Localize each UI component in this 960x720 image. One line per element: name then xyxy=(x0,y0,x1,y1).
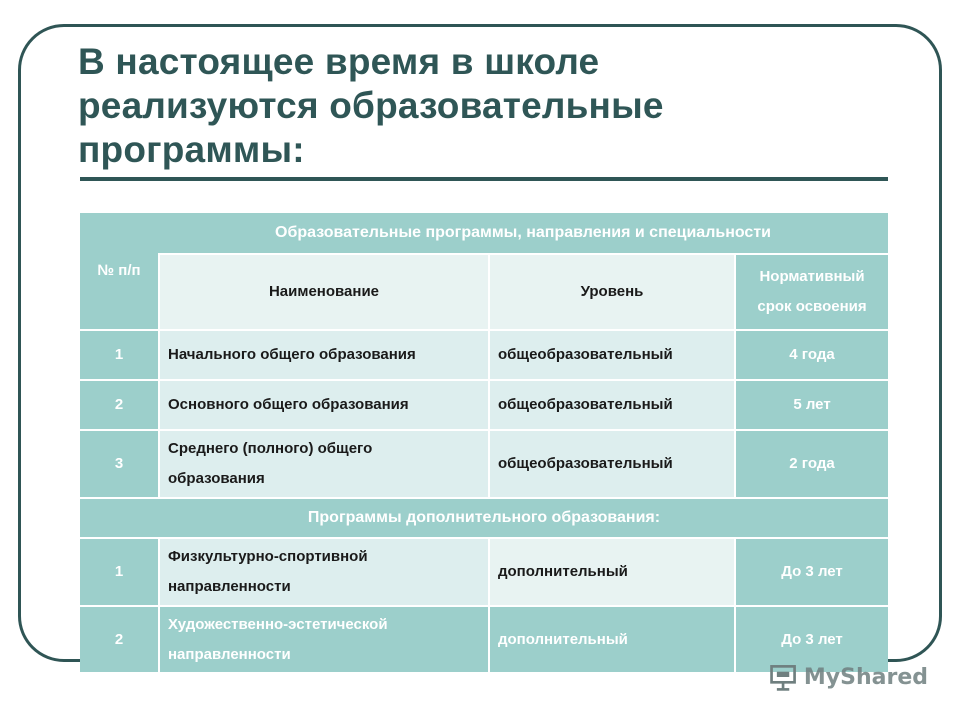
row-level: общеобразовательный xyxy=(490,331,734,379)
header-level xyxy=(490,255,734,329)
row-name-line: направленности xyxy=(168,645,291,663)
title-underline xyxy=(80,177,888,181)
header-name-label: Наименование xyxy=(268,283,380,300)
presentation-board-icon xyxy=(768,659,800,695)
additional-programs-header: Программы дополнительного образования: xyxy=(80,499,888,537)
row-number: 2 xyxy=(80,381,158,429)
row-number: 1 xyxy=(80,539,158,605)
row-level: дополнительный xyxy=(490,539,734,605)
row-name xyxy=(160,607,488,672)
header-term xyxy=(736,255,888,329)
row-term: 2 года xyxy=(736,431,888,497)
row-name-line: Среднего (полного) общего xyxy=(168,440,373,457)
row-level: дополнительный xyxy=(490,607,734,672)
row-name xyxy=(160,331,488,379)
row-name-line: Физкультурно-спортивной xyxy=(168,548,368,565)
row-name-line: направленности xyxy=(168,578,291,595)
row-name-line: Начального общего образования xyxy=(168,346,416,363)
row-term: 4 года xyxy=(736,331,888,379)
title-line: программы: xyxy=(78,129,305,170)
row-term: До 3 лет xyxy=(736,539,888,605)
title-line: В настоящее время в школе xyxy=(78,41,600,82)
row-number: 3 xyxy=(80,431,158,497)
row-name xyxy=(160,431,488,497)
row-name-line: Основного общего образования xyxy=(168,396,409,413)
header-term-line: Нормативный xyxy=(759,268,865,285)
header-group-label: Образовательные программы, направления и специальности xyxy=(275,224,771,241)
header-name xyxy=(160,255,488,329)
row-term: До 3 лет xyxy=(736,607,888,672)
header-group xyxy=(158,213,888,253)
header-number-label: № п/п xyxy=(97,262,141,279)
watermark-text: MyShared xyxy=(803,664,928,690)
row-name xyxy=(160,539,488,605)
row-number: 2 xyxy=(80,607,158,672)
header-term-line: срок освоения xyxy=(757,298,867,315)
programs-table xyxy=(80,213,888,672)
slide-title xyxy=(78,40,898,172)
row-term: 5 лет xyxy=(736,381,888,429)
title-line: реализуются образовательные xyxy=(78,85,664,126)
row-name-line: образования xyxy=(168,470,265,487)
row-level: общеобразовательный xyxy=(490,381,734,429)
row-level: общеобразовательный xyxy=(490,431,734,497)
myshared-watermark xyxy=(768,655,928,699)
row-name-line: Художественно-эстетической xyxy=(168,615,388,633)
header-level-label: Уровень xyxy=(580,283,644,300)
row-name xyxy=(160,381,488,429)
header-number xyxy=(80,213,158,329)
row-number: 1 xyxy=(80,331,158,379)
